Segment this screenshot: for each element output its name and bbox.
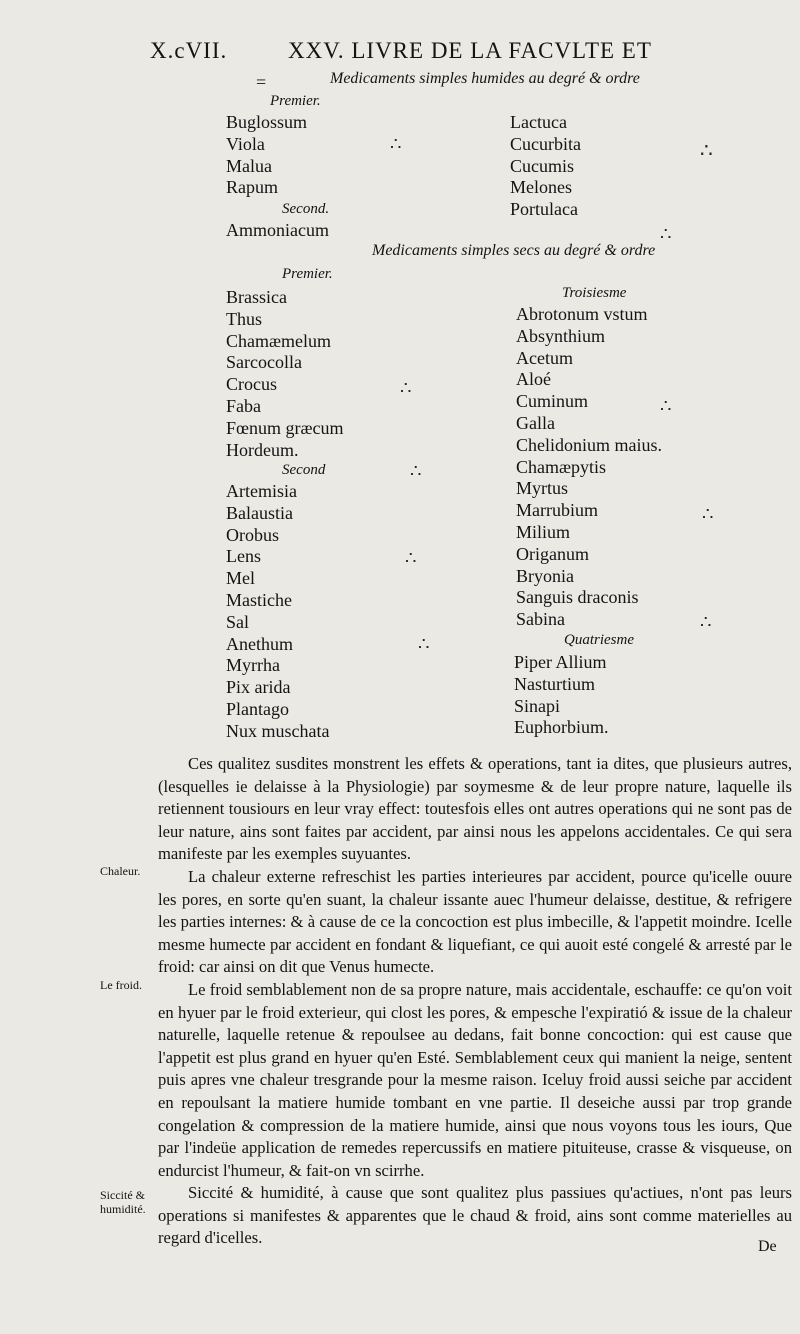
herb-name: Abrotonum vstum: [516, 304, 648, 324]
herb-name: Chamæmelum: [226, 330, 331, 351]
paragraph: Ces qualitez susdites monstrent les effets & operations, tant ia dites, que plusieurs autres, (lesquelles ie delaisse à la Physiologie) par soymesme & de leur propre nature, laquelle ils retiennent tousiours en leur vray effect: toutesfois elles ont autres operations qui ne sont pas de leur nature, ains sont faites par accident, par ainsi nous les appelons accidentales. Ce qui sera manifeste par les exemples suyuantes.: [158, 754, 792, 864]
herb-name: Viola: [226, 133, 265, 154]
herb-name: Milium: [516, 521, 571, 542]
herb-name: Fœnum græcum: [226, 417, 344, 438]
dry-fourth-list: [514, 652, 609, 739]
herb-name: Acetum: [516, 347, 573, 368]
dry-second-list: [226, 481, 329, 743]
herb-name: Marrubium: [516, 500, 598, 521]
herb-name: Anethum: [226, 633, 293, 654]
dots-ornament: ∴: [418, 634, 430, 654]
moist-table-title: Medicaments simples humides au degré & ordre: [330, 70, 640, 87]
moist-first-left-list: [226, 112, 307, 199]
herb-name: Lens: [226, 546, 261, 567]
folio-number: X.cVII.: [150, 38, 228, 63]
dry-second-label: Second: [282, 462, 326, 478]
dry-first-list: [226, 287, 344, 461]
herb-name: Balaustia: [226, 502, 293, 523]
dots-ornament: ∴: [700, 140, 713, 162]
herb-name: Nasturtium: [514, 673, 595, 694]
herb-name: Faba: [226, 395, 261, 416]
margin-note-froid: Le froid.: [100, 978, 142, 992]
herb-name: Cuminum: [516, 391, 589, 412]
margin-note-line: humidité.: [100, 1202, 146, 1216]
herb-name: Malua: [226, 155, 272, 176]
herb-name: Sabina: [516, 609, 565, 630]
herb-name: Euphorbium.: [514, 717, 609, 738]
dry-fourth-label: Quatriesme: [564, 632, 634, 648]
herb-name: Orobus: [226, 524, 279, 545]
paragraph: La chaleur externe refreschist les parties interieures par accident, pource qu'icelle ouure les pores, en sorte qu'en suant, la chaleur issante auec l'humeur delaisse, destitue, & refrigere les parties internes: & à cause de ce la concoction est plus imbecille, & l'appetit moindre. Icelle mesme humecte par accident en fondant & liquefiant, ce qui auoit esté congelé & arresté par le froid: car ainsi on dit que Venus humecte.: [158, 866, 792, 977]
herb-name: Chelidonium maius.: [516, 434, 662, 455]
margin-note-chaleur: Chaleur.: [100, 864, 141, 878]
herb-name: Lactuca: [510, 112, 567, 132]
paragraph: Le froid semblablement non de sa propre nature, mais accidentale, eschauffe: ce qu'on voit en hyuer par le froid exterieur, qui clost les pores, & empesche l'expiratió & issue de la chaleur naturelle, laquelle retenue & repoulsee au dedans, fait bonne concoction: qui est cause que l'appetit est plus grand en hyuer qu'en Esté. Semblablement ceux qui manient la neige, sentent puis apres vne chaleur tresgrande pour la mesme raison. Iceluy froid aussi seiche par accident en repoulsant la matiere humide tombant en vne partie. Il deseiche aussi par trop grande congelation & compression de la matiere humide, ainsi que nous voyons tous les iours, Que par l'indeüe application de remedes repercussifs en matiere pituiteuse, crasse & visqueuse, on endurcist l'humeur, & fait-on vn scirrhe.: [158, 979, 792, 1180]
dots-ornament: ∴: [700, 612, 712, 632]
herb-name: Mastiche: [226, 589, 292, 610]
margin-note-line: Siccité &: [100, 1188, 145, 1202]
dots-ornament: ∴: [400, 378, 412, 398]
herb-name: Portulaca: [510, 199, 578, 220]
dry-third-list: [516, 304, 662, 631]
dots-ornament: ∴: [660, 224, 672, 244]
herb-name: Sanguis draconis: [516, 587, 639, 608]
catchword: De: [758, 1238, 777, 1255]
dots-ornament: ∴: [405, 548, 417, 568]
paragraph: Siccité & humidité, à cause que sont qualitez plus passiues qu'actiues, n'ont pas leurs operations si manifestes & apparentes que le chaud & froid, ains sont comme materielles au regard d'icelles.: [158, 1183, 792, 1248]
dry-third-label: Troisiesme: [562, 285, 627, 301]
herb-name: Thus: [226, 308, 262, 329]
dots-ornament: ∴: [390, 134, 402, 154]
herb-name: Crocus: [226, 374, 277, 395]
herb-name: Mel: [226, 568, 255, 589]
herb-name: Sinapi: [514, 695, 561, 716]
herb-name: Melones: [510, 177, 572, 198]
herb-name: Aloé: [516, 369, 551, 390]
herb-name: Brassica: [226, 287, 287, 307]
dots-ornament: ∴: [660, 396, 672, 416]
body-text: [158, 753, 792, 1250]
herb-name: Rapum: [226, 177, 278, 198]
moist-second-item: Ammoniacum: [226, 220, 329, 240]
herb-name: Absynthium: [516, 325, 606, 346]
dots-ornament: ∴: [702, 504, 714, 524]
herb-name: Origanum: [516, 543, 589, 564]
herb-name: Sarcocolla: [226, 352, 302, 373]
margin-note-siccite: [100, 1188, 146, 1216]
dash-mark: =: [256, 72, 267, 92]
herb-name: Plantago: [226, 698, 289, 719]
herb-name: Piper Allium: [514, 652, 607, 672]
dry-table-title: Medicaments simples secs au degré & ordre: [372, 242, 656, 259]
herb-name: Hordeum.: [226, 439, 299, 460]
herb-name: Sal: [226, 611, 250, 632]
moist-first-label: Premier.: [270, 93, 321, 109]
herb-name: Galla: [516, 412, 555, 433]
herb-name: Bryonia: [516, 565, 574, 586]
herb-name: Myrtus: [516, 478, 569, 499]
dots-ornament: ∴: [410, 461, 422, 481]
herb-name: Cucurbita: [510, 133, 581, 154]
herb-name: Pix arida: [226, 677, 291, 698]
running-title: XXV. LIVRE DE LA FACVLTE ET: [288, 38, 652, 63]
herb-name: Buglossum: [226, 112, 308, 132]
herb-name: Nux muschata: [226, 720, 330, 741]
herb-name: Artemisia: [226, 481, 297, 501]
herb-name: Chamæpytis: [516, 456, 607, 477]
moist-first-right-list: [510, 112, 581, 221]
herb-name: Cucumis: [510, 155, 575, 176]
herb-name: Myrrha: [226, 655, 280, 676]
moist-second-label: Second.: [282, 201, 330, 217]
dry-first-label: Premier.: [282, 266, 333, 282]
